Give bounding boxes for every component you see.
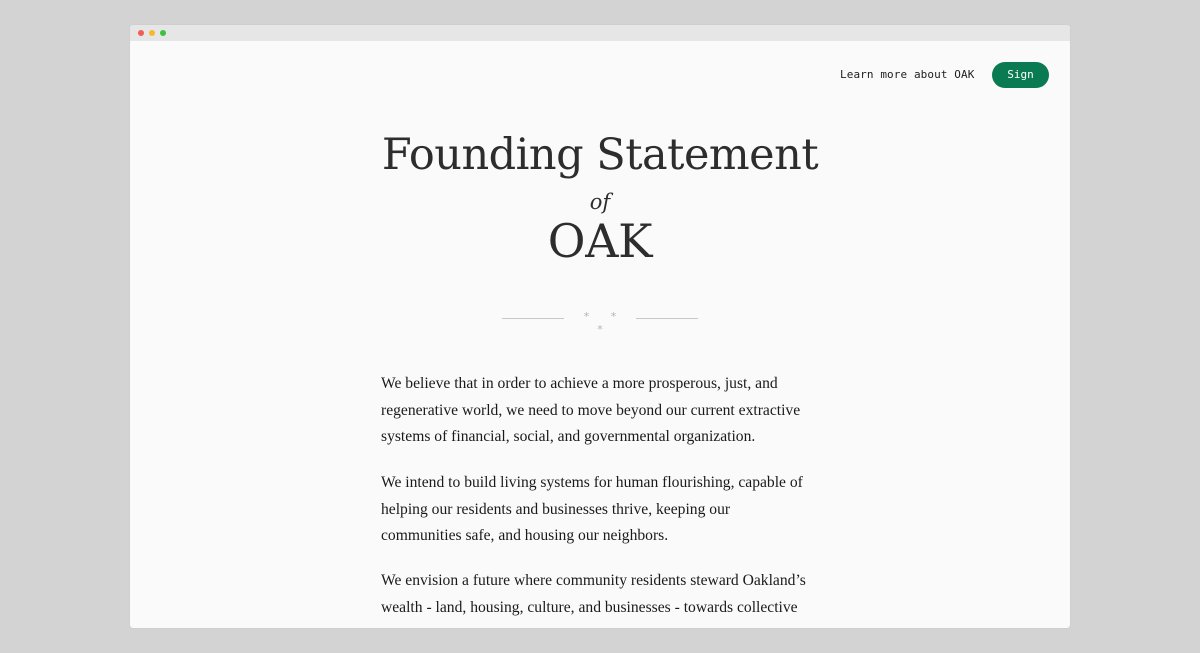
page-title: Founding Statement: [381, 130, 819, 180]
learn-more-link[interactable]: Learn more about OAK: [840, 68, 975, 81]
statement-paragraph-1: We believe that in order to achieve a more prosperous, just, and regenerative world, we need to move beyond our current extractive systems of financial, social, and governmental organization.: [381, 375, 801, 445]
sign-button[interactable]: Sign: [992, 62, 1049, 88]
window-titlebar: [130, 25, 1070, 41]
minimize-window-icon[interactable]: [149, 30, 155, 36]
close-window-icon[interactable]: [138, 30, 144, 36]
divider-line-right: [636, 318, 698, 319]
page-title-connector: of: [589, 190, 611, 214]
statement-paragraph-2: We intend to build living systems for human flourishing, capable of helping our residents and businesses thrive, keeping our communities safe, and housing our neighbors.: [381, 474, 803, 544]
statement-paragraph-3: We envision a future where community residents steward Oakland’s wealth - land, housing, culture, and businesses - towards collective: [381, 572, 806, 616]
maximize-window-icon[interactable]: [160, 30, 166, 36]
browser-window: [130, 25, 1070, 628]
page-title-name: OAK: [547, 214, 653, 268]
divider-ornament: * * *: [583, 310, 626, 336]
divider-line-left: [502, 318, 564, 319]
